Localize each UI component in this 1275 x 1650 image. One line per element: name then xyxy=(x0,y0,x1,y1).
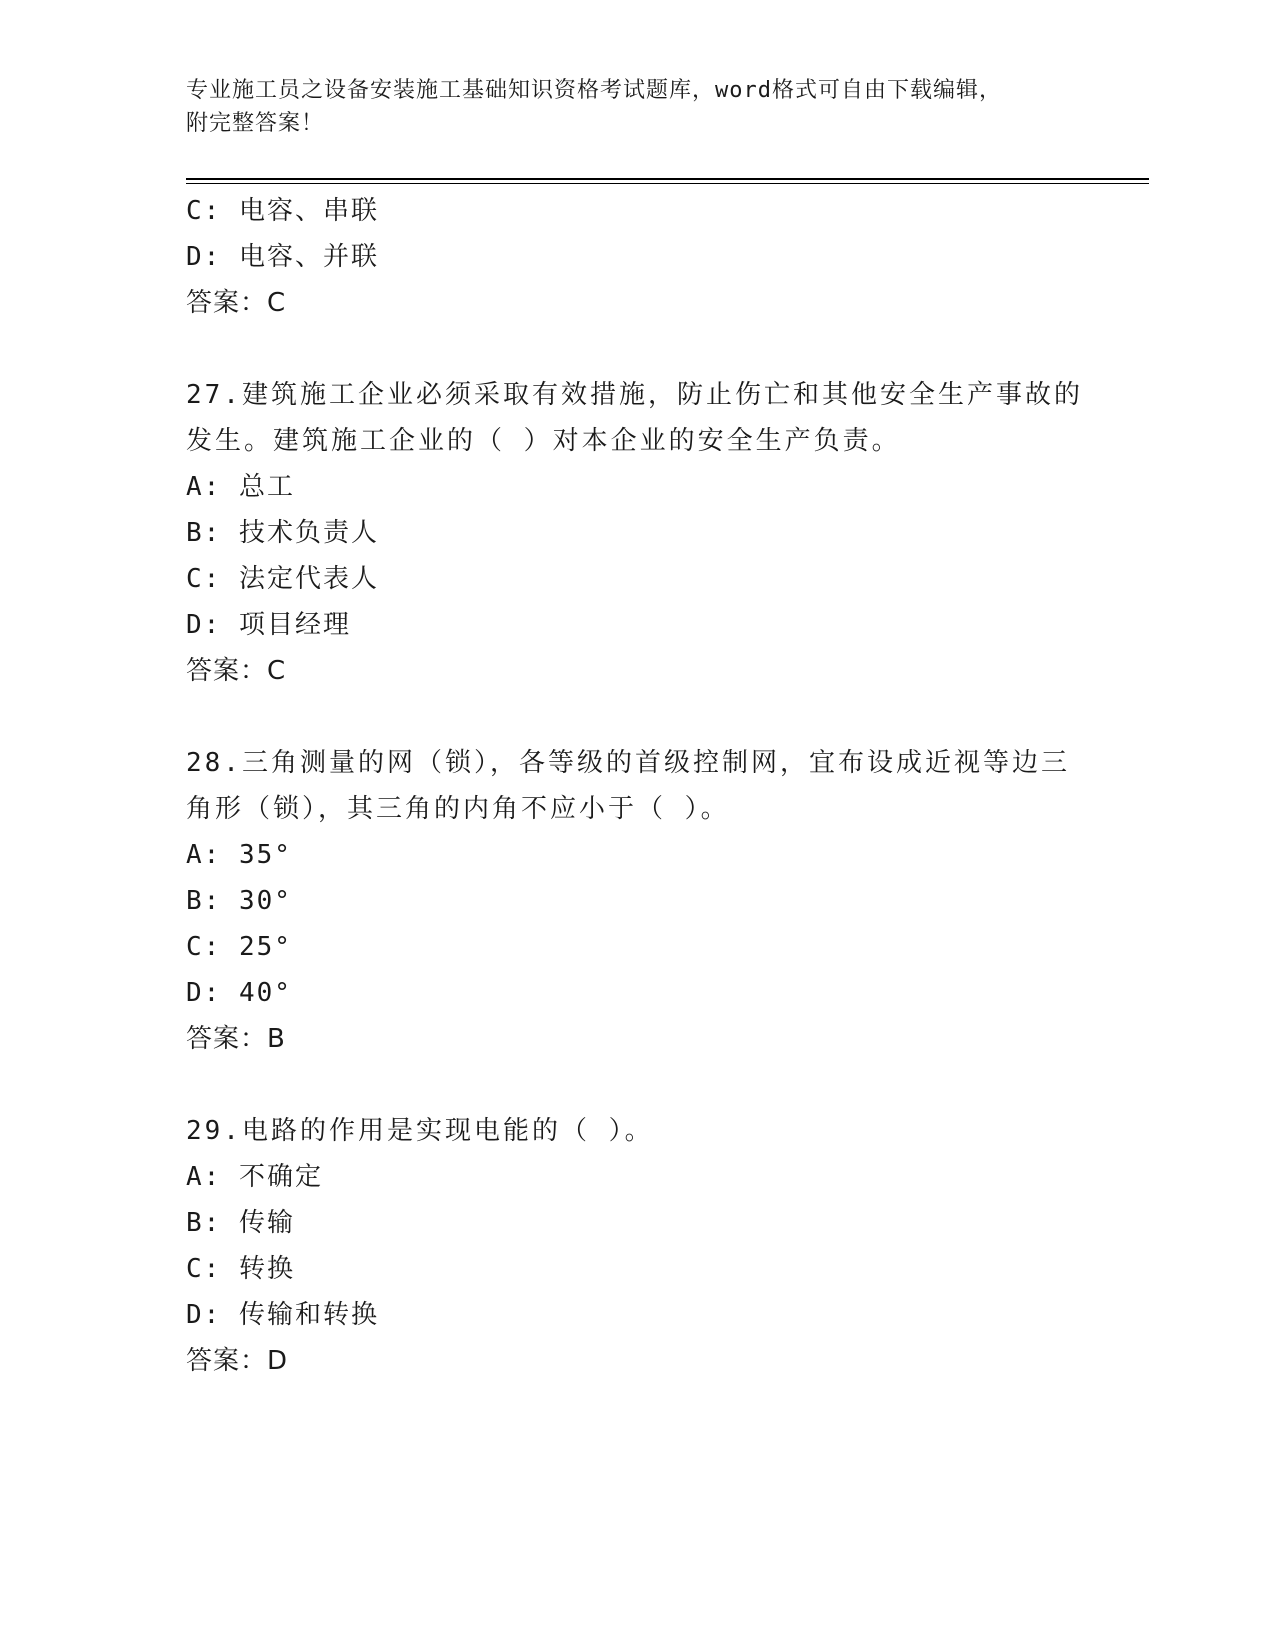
question-27 xyxy=(186,372,1086,694)
document-content xyxy=(186,188,1086,1384)
option-c: C: 电容、串联 xyxy=(186,196,379,226)
option-c: C: 25° xyxy=(186,932,292,962)
answer-line: 答案：C xyxy=(186,288,287,318)
option-d: D: 传输和转换 xyxy=(186,1300,379,1330)
option-c: C: 法定代表人 xyxy=(186,564,379,594)
question-29 xyxy=(186,1108,1086,1384)
answer-line: 答案：C xyxy=(186,656,287,686)
question-text-cont: 发生。建筑施工企业的（ ）对本企业的安全生产负责。 xyxy=(186,426,901,456)
header-divider-thin xyxy=(186,183,1149,184)
option-b: B: 传输 xyxy=(186,1208,295,1238)
question-text: 28.三角测量的网（锁），各等级的首级控制网，宜布设成近视等边三 xyxy=(186,748,1070,778)
option-b: B: 技术负责人 xyxy=(186,518,379,548)
question-text: 27.建筑施工企业必须采取有效措施，防止伤亡和其他安全生产事故的 xyxy=(186,380,1083,410)
option-a: A: 35° xyxy=(186,840,292,870)
option-d: D: 40° xyxy=(186,978,292,1008)
answer-line: 答案：B xyxy=(186,1024,286,1054)
answer-line: 答案：D xyxy=(186,1346,289,1376)
header-title-line2: 附完整答案！ xyxy=(186,111,325,136)
question-text: 29.电路的作用是实现电能的（ ）。 xyxy=(186,1116,654,1146)
option-d: D: 电容、并联 xyxy=(186,242,379,272)
document-header xyxy=(186,74,1066,140)
header-divider xyxy=(186,178,1149,180)
option-d: D: 项目经理 xyxy=(186,610,351,640)
option-b: B: 30° xyxy=(186,886,292,916)
option-a: A: 不确定 xyxy=(186,1162,323,1192)
header-title-line1: 专业施工员之设备安装施工基础知识资格考试题库，word格式可自由下载编辑， xyxy=(186,78,1002,103)
question-28 xyxy=(186,740,1086,1062)
question-text-cont: 角形（锁），其三角的内角不应小于（ ）。 xyxy=(186,794,730,824)
option-a: A: 总工 xyxy=(186,472,295,502)
question-26-continued xyxy=(186,188,1086,326)
option-c: C: 转换 xyxy=(186,1254,295,1284)
